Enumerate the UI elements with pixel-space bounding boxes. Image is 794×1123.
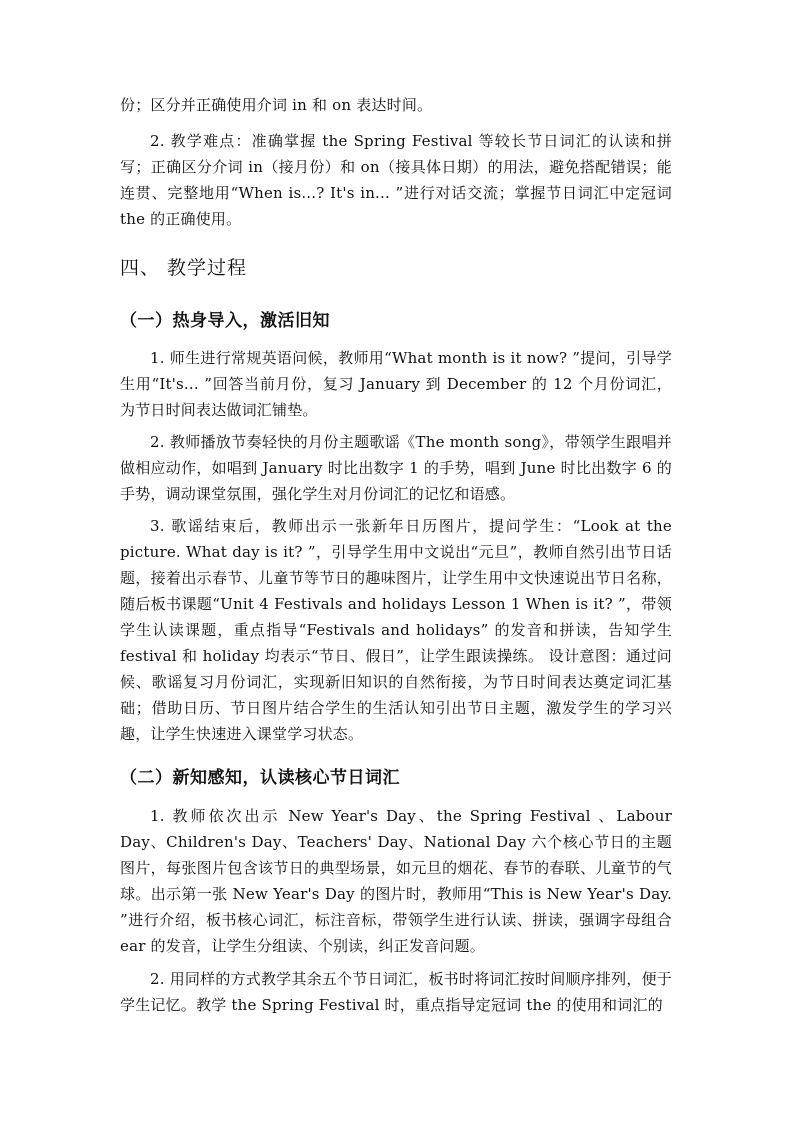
paragraph-objective-end: 份；区分并正确使用介词 in 和 on 表达时间。 [120,96,433,114]
paragraph-warmup-step-1: 1. 师生进行常规英语问候，教师用“What month is it now? ”提问，引导学生用“It's... ”回答当前月份，复习 January 到 December 的 12 个月份词汇，为节日时间表达做词汇铺垫。 [120,349,672,419]
subheading-new-knowledge: （二）新知感知，认读核心节日词汇 [120,768,400,788]
paragraph-new-knowledge-step-2: 2. 用同样的方式教学其余五个节日词汇，板书时将词汇按时间顺序排列，便于学生记忆。教学 the Spring Festival 时，重点指导定冠词 the 的使用和词汇的 [120,970,672,1014]
paragraph-teaching-difficulty: 2. 教学难点：准确掌握 the Spring Festival 等较长节日词汇的认读和拼写；正确区分介词 in（接月份）和 on（接具体日期）的用法，避免搭配错误；能连贯、完整地用“When is...? It's in... ”进行对话交流；掌握节日词汇中定冠词 the 的正确使用。 [120,132,672,228]
paragraph-warmup-step-3: 3. 歌谣结束后，教师出示一张新年日历图片，提问学生：“Look at the picture. What day is it? ”，引导学生用中文说出“元旦”，教师自然引出节日话题，接着出示春节、儿童节等节日的趣味图片，让学生用中文快速说出节日名称，随后板书课题“Unit 4 Festivals and holidays Lesson 1 When is it? ”，带领学生认读课题，重点指导“Festivals and holidays” 的发音和拼读，告知学生 festival 和 holiday 均表示“节日、假日”，让学生跟读操练。 设计意图：通过问候、歌谣复习月份词汇，实现新旧知识的自然衔接，为节日时间表达奠定词汇基础；借助日历、节日图片结合学生的生活认知引出节日主题，激发学生的学习兴趣，让学生快速进入课堂学习状态。 [120,517,672,743]
paragraph-warmup-step-2: 2. 教师播放节奏轻快的月份主题歌谣《The month song》，带领学生跟唱并做相应动作，如唱到 January 时比出数字 1 的手势，唱到 June 时比出数字 6 的手势，调动课堂氛围，强化学生对月份词汇的记忆和语感。 [120,433,672,503]
subheading-warm-up: （一）热身导入，激活旧知 [120,311,330,331]
section-heading-teaching-process: 四、 教学过程 [120,257,248,279]
paragraph-new-knowledge-step-1: 1. 教师依次出示 New Year's Day、the Spring Festival 、Labour Day、Children's Day、Teachers' Day、National Day 六个核心节日的主题图片，每张图片包含该节日的典型场景，如元旦的烟花、春节的春联、儿童节的气球。出示第一张 New Year's Day 的图片时，教师用“This is New Year's Day. ”进行介绍，板书核心词汇，标注音标，带领学生进行认读、拼读，强调字母组合 ear 的发音，让学生分组读、个别读，纠正发音问题。 [120,807,672,955]
